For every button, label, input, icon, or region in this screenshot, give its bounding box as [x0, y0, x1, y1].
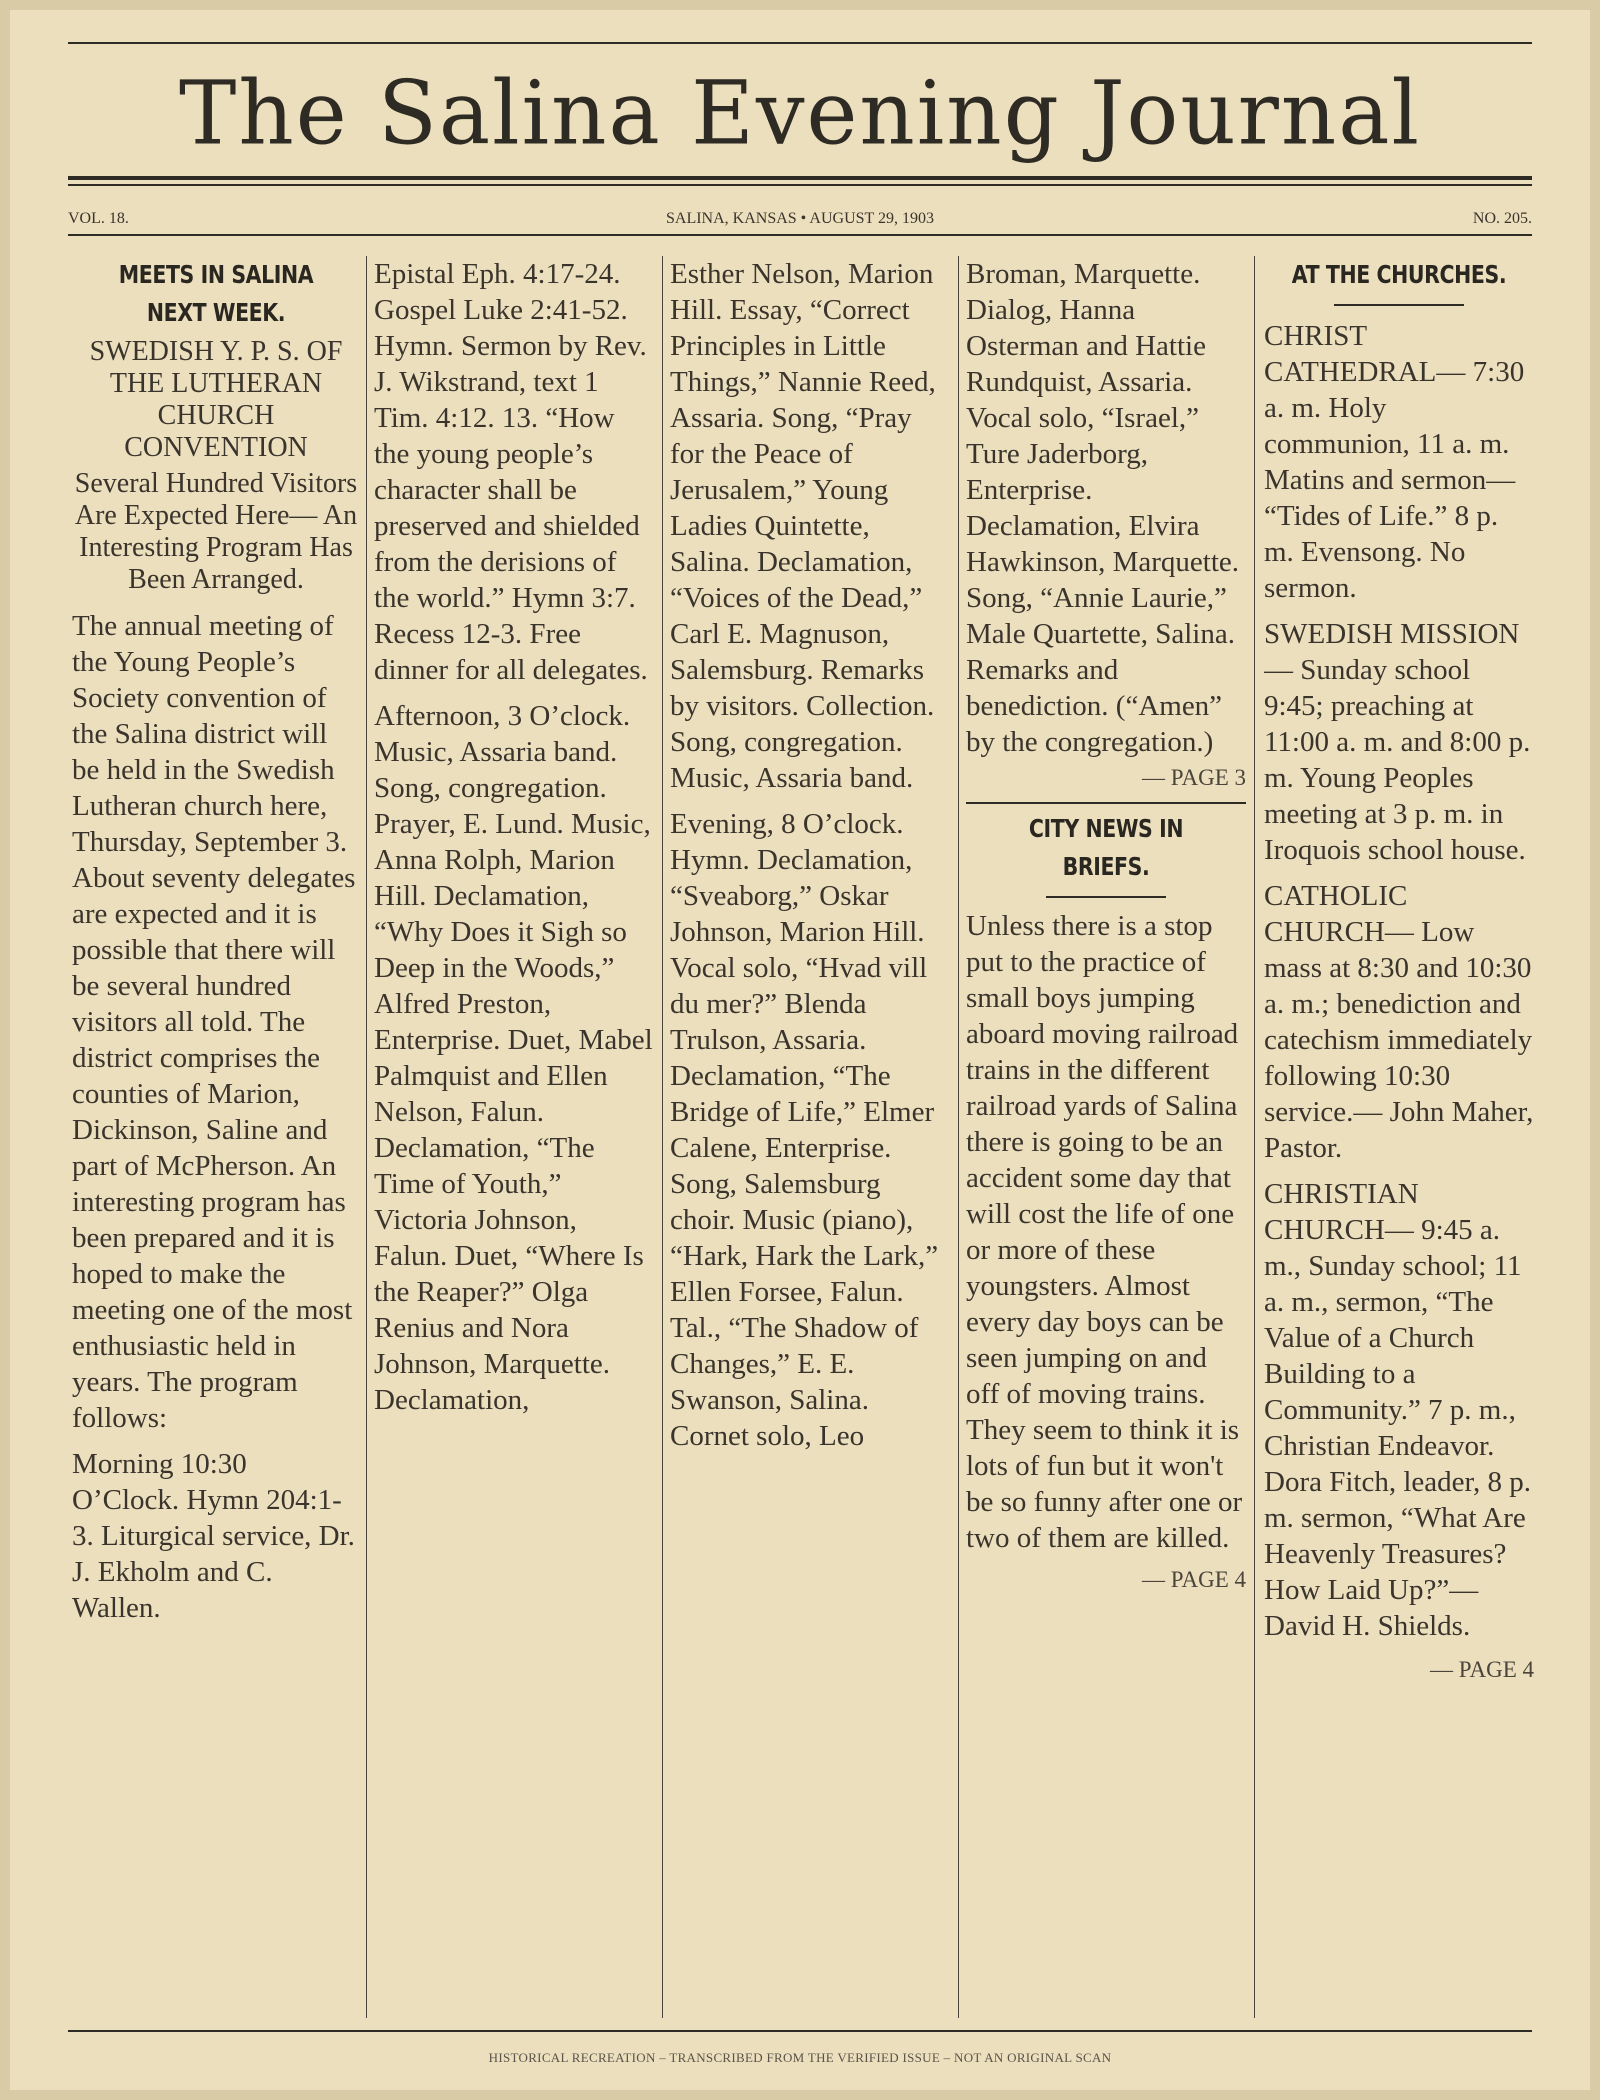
headline-meets-in-salina: MEETS IN SALINA NEXT WEEK. — [118, 260, 314, 327]
church-catholic: CATHOLIC CHURCH— Low mass at 8:30 and 10:30 a. m.; benediction and catechism immediately following 10:30 service.— John Maher, Pastor. — [1264, 880, 1534, 1164]
place-date: SALINA, KANSAS • AUGUST 29, 1903 — [666, 210, 934, 227]
continued-page-ref: — PAGE 3 — [1142, 765, 1246, 790]
church-christ-cathedral: CHRIST CATHEDRAL— 7:30 a. m. Holy communion, 11 a. m. Matins and sermon— “Tides of Life.” 8 p. m. Evensong. No sermon. — [1264, 320, 1525, 604]
column-4 — [966, 256, 1246, 2016]
dateline-rule — [68, 234, 1532, 236]
continued-page-ref: — PAGE 4 — [1142, 1567, 1246, 1592]
program-morning-cont: Epistal Eph. 4:17-24. Gospel Luke 2:41-52. Hymn. Sermon by Rev. J. Wikstrand, text 1 Tim. 4:12. 13. “How the young people’s character shall be preserved and shielded from the derisions of the world.” Hymn 3:7. Recess 12-3. Free dinner for all delegates. — [374, 258, 648, 686]
article-body: The annual meeting of the Young People’s Society convention of the Salina district will be held in the Swedish Lutheran church here, Thursday, September 3. About seventy delegates are expected and it is possible that there will be several hundred visitors all told. The district comprises the counties of Marion, Dickinson, Saline and part of McPherson. An interesting program has been prepared and it is hoped to make the meeting one of the most enthusiastic held in years. The program follows: — [72, 610, 356, 1434]
deck-swedish-ypsconvention: SWEDISH Y. P. S. OF THE LUTHERAN CHURCH CONVENTION — [89, 336, 343, 463]
headline-rule — [1334, 304, 1464, 306]
program-afternoon: Afternoon, 3 O’clock. Music, Assaria band. Song, congregation. Prayer, E. Lund. Music, Anna Rolph, Marion Hill. Declamation, “Why Does it Sigh so Deep in the Woods,” Alfred Preston, Enterprise. Duet, Mabel Palmquist and Ellen Nelson, Falun. Declamation, “The Time of Youth,” Victoria Johnson, Falun. Duet, “Where Is the Reaper?” Olga Renius and Nora Johnson, Marquette. Declamation, — [374, 700, 653, 1416]
column-divider — [1254, 256, 1255, 2018]
program-evening-cont: Broman, Marquette. Dialog, Hanna Osterman and Hattie Rundquist, Assaria. Vocal solo, “Israel,” Ture Jaderborg, Enterprise. Declamation, Elvira Hawkinson, Marquette. Song, “Annie Laurie,” Male Quartette, Salina. Remarks and benediction. (“Amen” by the congregation.) — [966, 258, 1240, 758]
city-news-body: Unless there is a stop put to the practice of small boys jumping aboard moving railroad trains in the different railroad yards of Salina there is going to be an accident some day that will cost the life of one or more of these youngsters. Almost every day boys can be seen jumping on and off of moving trains. They seem to think it is lots of fun but it won't be so funny after one or two of them are killed. — [966, 910, 1243, 1554]
column-divider — [366, 256, 367, 2018]
headline-at-the-churches: AT THE CHURCHES. — [1291, 260, 1507, 289]
column-divider — [958, 256, 959, 2018]
issue-number: NO. 205. — [1472, 210, 1532, 227]
section-rule — [966, 802, 1246, 804]
column-2 — [374, 256, 654, 2016]
top-rule — [68, 42, 1532, 44]
program-evening: Evening, 8 O’clock. Hymn. Declamation, “Sveaborg,” Oskar Johnson, Marion Hill. Vocal solo, “Hvad vill du mer?” Blenda Trulson, Assaria. Declamation, “The Bridge of Life,” Elmer Calene, Enterprise. Song, Salemsburg choir. Music (piano), “Hark, Hark the Lark,” Ellen Forsee, Falun. Tal., “The Shadow of Changes,” E. E. Swanson, Salina. Cornet solo, Leo — [670, 808, 939, 1452]
headline-city-news: CITY NEWS IN BRIEFS. — [1028, 814, 1184, 881]
program-morning: Morning 10:30 O’Clock. Hymn 204:1-3. Liturgical service, Dr. J. Ekholm and C. Wallen. — [72, 1448, 355, 1624]
headline-rule — [1046, 896, 1166, 898]
column-1 — [72, 256, 360, 2016]
column-3 — [670, 256, 950, 2016]
newspaper-page — [10, 10, 1590, 2090]
footer-rule — [68, 2030, 1532, 2032]
masthead-title: The Salina Evening Journal — [178, 63, 1422, 166]
dateline — [68, 206, 1532, 232]
church-swedish-mission: SWEDISH MISSION— Sunday school 9:45; preaching at 11:00 a. m. and 8:00 p. m. Young Peoples meeting at 3 p. m. in Iroquois school house. — [1264, 618, 1531, 866]
column-5 — [1264, 256, 1534, 2016]
column-divider — [662, 256, 663, 2018]
continued-page-ref: — PAGE 4 — [1430, 1657, 1534, 1682]
deck-several-hundred: Several Hundred Visitors Are Expected Here— An Interesting Program Has Been Arranged. — [74, 468, 358, 595]
church-christian: CHRISTIAN CHURCH— 9:45 a. m., Sunday school; 11 a. m., sermon, “The Value of a Church Building to a Community.” 7 p. m., Christian Endeavor. Dora Fitch, leader, 8 p. m. sermon, “What Are Heavenly Treasures? How Laid Up?”— David H. Shields. — [1264, 1178, 1532, 1642]
program-afternoon-cont: Esther Nelson, Marion Hill. Essay, “Correct Principles in Little Things,” Nannie Reed, Assaria. Song, “Pray for the Peace of Jerusalem,” Young Ladies Quintette, Salina. Declamation, “Voices of the Dead,” Carl E. Magnuson, Salemsburg. Remarks by visitors. Collection. Song, congregation. Music, Assaria band. — [670, 258, 936, 794]
footer-note: HISTORICAL RECREATION – TRANSCRIBED FROM THE VERIFIED ISSUE – NOT AN ORIGINAL SCAN — [488, 2050, 1112, 2065]
volume-number: VOL. 18. — [68, 210, 129, 227]
masthead-rule-thin — [68, 184, 1532, 186]
masthead-rule-thick — [68, 176, 1532, 180]
